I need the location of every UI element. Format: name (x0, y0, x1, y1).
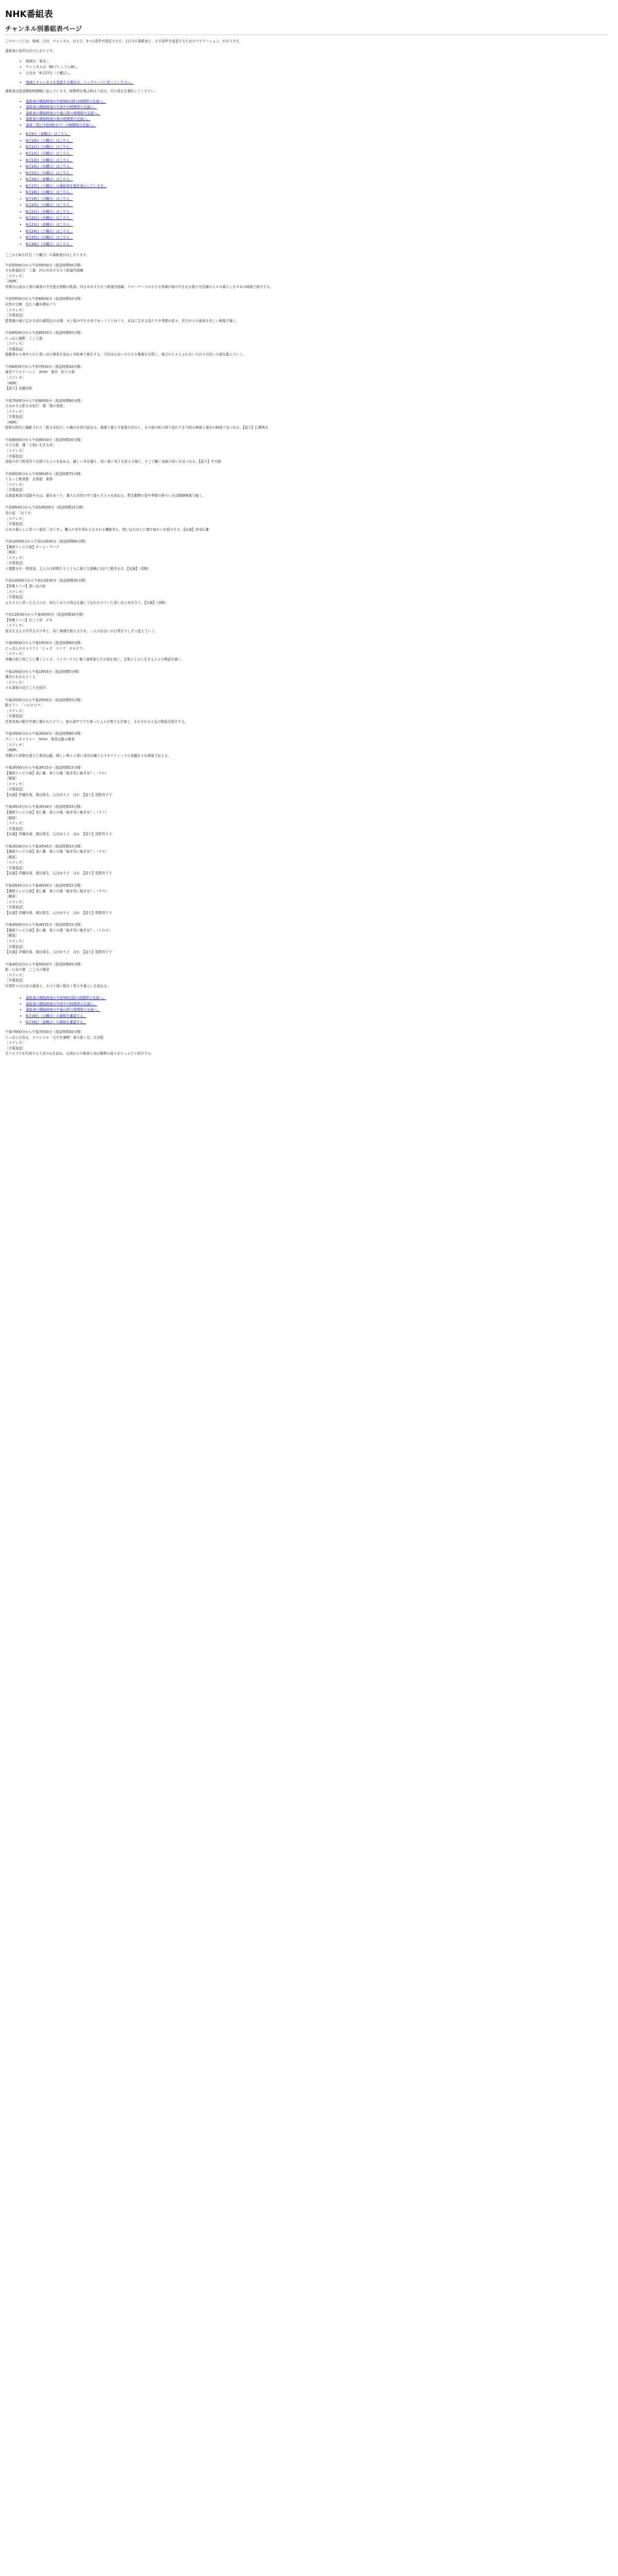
condition-date: • 日付は「6月27日（土曜日）」。 (26, 71, 613, 76)
time-link-evening[interactable]: 番組表の開始時刻の夜の時間帯の先頭へ。 (26, 117, 91, 122)
program-time: 午前8時00分から午前8時30分（放送時間30分間） (5, 437, 84, 442)
conditions-label: 番組表の条件は次のとおりです。 (5, 49, 56, 54)
program-time: 午前8時30分から午前9時45分（放送時間75分間） (5, 471, 84, 476)
program-tag: ［HDR］ (5, 420, 20, 425)
program-title: 【特集ドラマ】思い出の町 (5, 584, 46, 588)
program-tag: ［ステレオ］ (5, 708, 26, 713)
program-entry (5, 641, 613, 662)
program-tag: ［字幕放送］ (5, 488, 26, 493)
program-time: 午後1時00分から午後1時05分（放送時間5分間） (5, 669, 82, 674)
day-link[interactable]: 6月24日（土曜日）はこちら。 (26, 229, 73, 233)
program-description: 【出演】伊藤沙莉、岡田将生、石田ゆり子 ほか 【語り】尾野真千子 (5, 792, 112, 797)
program-entry (5, 472, 613, 499)
program-tag: ［字幕放送］ (5, 978, 26, 983)
program-tag: ［ステレオ］ (5, 482, 26, 487)
program-description: 長閑な山並みと街の風景の中を進む狭軌の鉄道、四日市あすなろう鉄道内部線。ナローゲージの小さな列車が街の中を走る様子や沿線の人々の暮らしを８Ｋの映像で紹介する。 (5, 284, 273, 289)
program-time: 午後7時00分から午後7時30分（放送時間30分間） (5, 1030, 84, 1035)
bottom-link-prev-day[interactable]: 6月16日（金曜日）の番組を確認する。 (26, 1020, 87, 1024)
program-entry (5, 365, 613, 392)
program-title: 【連続テレビ小説】虎に翼 第２０週「稼ぎ男に稼ぎ女？」（９８） (5, 850, 109, 854)
page (0, 0, 618, 1068)
change-list (5, 80, 613, 86)
program-entry (5, 766, 613, 798)
program-description: 【語り】高橋美鈴 (5, 386, 32, 391)
program-tag: ［字幕放送］ (5, 714, 26, 719)
program-title: 【連続テレビ小説】虎に翼 第２０週「稼ぎ男に稼ぎ女？」（１００） (5, 928, 112, 933)
program-time: 午後4時00分から午後4時15分（放送時間15分間） (5, 923, 84, 927)
program-time: 午前11時30分から午後0時00分（放送時間30分間） (5, 613, 86, 617)
page-intro: このページには、地域、日付、チャンネル、および、3つの条件が指定された、1日分の番組表と、その条件を変更するためのナビゲーション、があります。 (5, 39, 243, 43)
program-time: 午前5時00分から午前5時50分（放送時間50分間） (5, 263, 84, 267)
program-time: 午後3時00分から午後3時15分（放送時間15分間） (5, 766, 84, 770)
program-time: 午前10時00分から午前11時00分（放送時間60分間） (5, 539, 88, 544)
program-title: 週刊４Ｋみるさくら (5, 675, 36, 680)
time-nav-label: 番組表は放送開始時間順に並んでいます。時間帯を選ぶ時は下記は、次の項目を選択してください。 (5, 89, 158, 94)
program-entry (5, 962, 613, 989)
program-entry (5, 331, 613, 358)
program-tag: ［HDR］ (5, 279, 20, 284)
program-tag: ［字幕放送］ (5, 522, 26, 527)
program-tag: ［ステレオ］ (5, 939, 26, 943)
program-entry (5, 670, 613, 691)
program-title: 【連続テレビ小説】チーム・ワーク (5, 545, 60, 549)
program-title: 駅ピアノ 「バルセロナ」 (5, 703, 44, 708)
program-description: 【出演】伊藤沙莉、岡田将生、石田ゆり子 ほか 【語り】尾野真千子 (5, 832, 112, 837)
program-title: 【連続テレビ小説】虎に翼 第２０週「稼ぎ男に稼ぎ女？」（９７） (5, 810, 109, 815)
program-title: よみがえる新日本紀行 選「港の家族」 (5, 404, 66, 409)
program-title: 自然の宝庫 近江八幡水郷めぐり (5, 302, 56, 307)
program-tag: ［ステレオ］ (5, 589, 26, 594)
program-tag: ［字幕放送］ (5, 595, 26, 600)
program-entry (5, 844, 613, 876)
program-tag: ［字幕放送］ (5, 313, 26, 318)
day-nav-list (5, 132, 613, 247)
program-description: 家計を支える中学生の少年と、同じ境遇を抱える少女。二人の出会いが日常を少しずつ変えていく。 (5, 629, 158, 633)
day-link[interactable]: 6月20日（火曜日）はこちら。 (26, 203, 73, 208)
program-title: 新・日本の旅 こころの風景 (5, 968, 49, 972)
program-time: 午前7時00分から午前8時00分（放送時間60分間） (5, 398, 84, 403)
day-link[interactable]: 6月13日（火曜日）はこちら。 (26, 158, 73, 162)
program-tag: ［ステレオ］ (5, 821, 26, 826)
program-tag: ［ステレオ］ (5, 973, 26, 977)
program-description: 【出演】伊藤沙莉、岡田将生、石田ゆり子 ほか 【語り】尾野真千子 (5, 871, 112, 876)
program-entry (5, 923, 613, 955)
time-link-morning[interactable]: 番組表の開始時刻の午前中の時間帯の先頭へ。 (26, 105, 97, 110)
bottom-nav-list (5, 996, 613, 1025)
program-description: 視聴者から寄せられた思い出の風景を訪ねて自転車で旅をする。今回は山あいの小さな集落を目指し、地元の人々とふれあいながら川沿いの道を進んでいく。 (5, 352, 246, 357)
day-link[interactable]: 6月15日（木曜日）はこちら。 (26, 171, 73, 175)
program-tag: ［字幕放送］ (5, 347, 26, 351)
program-time: 午後4時15分から午後5時00分（放送時間45分間） (5, 962, 84, 967)
program-tag: ［ステレオ］ (5, 342, 26, 346)
program-time: 午前11時00分から午前11時30分（放送時間30分間） (5, 579, 88, 583)
bottom-link-next-day[interactable]: 6月18日（日曜日）の番組を確認する。 (26, 1013, 87, 1018)
time-link-early[interactable]: 番組表の開始時刻の午前5時以降の時間帯の先頭へ。 (26, 99, 106, 104)
program-title: ぐるっと絶景旅 北海道 東部 (5, 477, 53, 482)
program-title: 【特集ドラマ】むこう岸 ＰＲ (5, 618, 53, 622)
program-tag: ［解説］ (5, 894, 19, 899)
day-link[interactable]: 6月10日（土曜日）はこちら。 (26, 138, 73, 143)
program-tag: ［字幕放送］ (5, 1046, 26, 1050)
program-entry (5, 1030, 613, 1057)
program-entry (5, 884, 613, 916)
program-tag: ［ステレオ］ (5, 742, 26, 747)
day-link[interactable]: 6月12日（月曜日）はこちら。 (26, 151, 73, 156)
program-tag: ［ステレオ］ (5, 860, 26, 865)
program-entry (5, 263, 613, 290)
bottom-link-early[interactable]: 番組表の開始時刻の午前5時以降の時間帯の先頭へ。 (26, 996, 106, 1001)
program-time: 午前5時50分から午前6時00分（放送時間10分間） (5, 297, 84, 301)
conditions-list (5, 59, 613, 76)
program-description: 高原の村で野菜作りを続ける人々を訪ねる。厳しい冬を越え、短い夏に実りを迎える畑と、そこで働く家族の思いを見つめる。【語り】中川緑 (5, 460, 221, 464)
program-tag: ［ステレオ］ (5, 900, 26, 904)
program-tag: ［字幕放送］ (5, 787, 26, 792)
program-title: にっぽん縦断 こころ旅 (5, 336, 43, 341)
program-description: 北アルプスを代表する人気の山を訪ね、山頂からの絶景と高山植物の花々をたっぷりと紹介する。 (5, 1052, 154, 1056)
program-entry (5, 539, 613, 571)
program-title: にっぽんのカメラアイ「ジャズ ライブ オキナワ」 (5, 646, 86, 651)
program-title: ８Ｋ鉄道紀行 三重 四日市あすなろう鉄道内部線 (5, 268, 83, 273)
bottom-link-morning[interactable]: 番組表の開始時刻の午前中の時間帯の先頭へ。 (26, 1002, 97, 1006)
program-tag: ［ステレオ］ (5, 274, 26, 278)
program-description: 北海道東部の湿原や火山、湖をめぐり、雄大な自然の中で暮らす人々を訪ねる。野生動物の姿や季節の移ろいを高精細映像で描く。 (5, 493, 205, 498)
page-title: NHK番組表 (5, 9, 53, 20)
program-description: 雪解けの季節を迎えた奥羽山脈。険しい峰々と深い渓谷が織りなすダイナミックな景観を４Ｋ映像で伝える。 (5, 753, 171, 758)
program-tag: ［字幕放送］ (5, 905, 26, 910)
program-entry (5, 297, 613, 324)
program-description: 世界各地の駅や空港に置かれたピアノ。旅の途中で立ち寄った人々が奏でる音楽と、それぞれの人生の物語を紹介する。 (5, 719, 188, 724)
day-link[interactable]: 6月25日（日曜日）はこちら。 (26, 235, 73, 240)
program-tag: ［HDR］ (5, 748, 20, 753)
program-tag: ［解説］ (5, 934, 19, 938)
program-tag: ［ステレオ］ (5, 449, 26, 453)
page-heading: チャンネル別番組表ページ (5, 24, 608, 35)
program-title: グレートネイチャー 5min 奥羽山脈の絶景 (5, 737, 75, 741)
program-description: 琵琶湖の東に広がる西の湖周辺の水郷。ヨシ原の中を小舟でゆっくりとめぐり、水辺に生きる鳥たちや季節の花々、昔ながらの風景を美しい映像で描く。 (5, 318, 239, 323)
program-description: 沖縄の街で夜ごとに響くジャズ。ライブハウスに集う演奏家たちの姿を追い、音楽とともに生きる人々の物語を描く。 (5, 657, 185, 662)
program-tag: ［字幕放送］ (5, 415, 26, 419)
program-description: 四季折々の日本の風景と、その土地に根付く祭りや暮らしを訪ねる。 (5, 984, 111, 988)
day-link[interactable]: 6月23日（金曜日）はこちら。 (26, 222, 73, 227)
time-link-late-night[interactable]: 深夜（翌日午前5時まで）の時間帯の先頭へ。 (26, 123, 96, 127)
program-tag: ［字幕放送］ (5, 561, 26, 566)
program-tag: ［ステレオ］ (5, 782, 26, 786)
condition-region: • 地域は「東京」。 (26, 59, 613, 64)
program-tag: ［字幕放送］ (5, 944, 26, 949)
day-link[interactable]: 6月14日（水曜日）はこちら。 (26, 164, 73, 169)
program-entry (5, 732, 613, 758)
program-time: 午前9時45分から午前10時00分（放送時間15分間） (5, 505, 86, 510)
day-link[interactable]: 6月9日（金曜日）はこちら。 (26, 132, 71, 137)
program-entry (5, 438, 613, 465)
program-description: 日本の暮らしに息づく道具「ほうき」。職人の手仕事から生まれる機能美と、使い込むほどに増す味わいを紹介する。【出演】草刈正雄 (5, 527, 209, 532)
program-tag: ［ステレオ］ (5, 376, 26, 380)
program-title: にっぽん百名山 スペシャル「天空を満喫！夏の燕ヶ岳」完全版 (5, 1035, 104, 1040)
condition-channel: • チャンネルは「BSプレミアム4K」。 (26, 65, 613, 70)
program-time: 午前6時00分から午前6時50分（放送時間50分間） (5, 331, 84, 335)
program-title: 奄美ワイルドハント 2min 奄美 彩りの森 (5, 370, 75, 375)
program-tag: ［ステレオ］ (5, 516, 26, 521)
program-tag: ［ステレオ］ (5, 652, 26, 656)
schedule-start-label: ここから6月17日（土曜日）の番組表がはじまります。 (5, 253, 90, 258)
program-time: 午後1時05分から午後2時00分（放送時間55分間） (5, 698, 84, 702)
program-time: 午後3時45分から午後4時00分（放送時間15分間） (5, 884, 84, 888)
program-title: 小さな旅 選「大地に生きる村」 (5, 443, 56, 448)
program-entry (5, 805, 613, 837)
program-description: ふるさとに戻った主人公が、幼なじみとの再会を通して忘れかけていた思い出と向き合う。【出演】（省略） (5, 600, 168, 605)
day-link[interactable]: 6月21日（水曜日）はこちら。 (26, 209, 73, 214)
program-tag: ［解説］ (5, 855, 19, 859)
program-tag: ［ステレオ］ (5, 555, 26, 560)
day-link[interactable]: 6月18日（日曜日）はこちら。 (26, 190, 73, 195)
program-entry (5, 613, 613, 634)
program-description: 昭和の時代に撮影された「新日本紀行」の舞台を再び訪ねる。漁港で暮らす家族の営みと、その後の町の移り変わりを当時の映像と現在の映像で見つめる。【語り】石澤典夫 (5, 426, 269, 430)
program-tag: ［解説］ (5, 776, 19, 781)
time-nav-list (5, 99, 613, 128)
program-title: 【連続テレビ小説】虎に翼 第２０週「稼ぎ男に稼ぎ女？」（９６） (5, 771, 109, 775)
program-title: 美の壺 「ほうき」 (5, 511, 35, 515)
program-tag: ［HDR］ (5, 381, 20, 385)
program-time: 午後3時15分から午後3時30分（放送時間15分間） (5, 805, 84, 809)
day-link[interactable]: 6月11日（日曜日）はこちら。 (26, 145, 73, 149)
program-description: １週間分を一挙放送。主人公は仲間たちとともに新たな挑戦に向けて動き出す。【出演】（省略） (5, 566, 151, 571)
program-tag: ［解説］ (5, 816, 19, 820)
day-link[interactable]: 6月19日（月曜日）はこちら。 (26, 196, 73, 201)
program-list (5, 263, 613, 989)
program-time: 午前6時50分から午前7時00分（放送時間10分間） (5, 364, 84, 369)
time-link-afternoon[interactable]: 番組表の開始時刻の午後以降の時間帯の先頭へ。 (26, 111, 101, 115)
program-time: 午後3時30分から午後3時45分（放送時間15分間） (5, 844, 84, 849)
program-tag: ［ステレオ］ (5, 308, 26, 312)
program-tag: ［ステレオ］ (5, 1041, 26, 1045)
program-tag: ［字幕放送］ (5, 454, 26, 459)
program-entry (5, 505, 613, 532)
day-link[interactable]: 6月16日（金曜日）はこちら。 (26, 177, 73, 182)
program-tag: ［字幕放送］ (5, 866, 26, 870)
program-entry (5, 698, 613, 725)
program-time: 午後2時00分から午後3時00分（放送時間60分間） (5, 732, 84, 736)
program-tag: ［字幕放送］ (5, 826, 26, 831)
program-description: 【出演】伊藤沙莉、岡田将生、石田ゆり子 ほか 【語り】尾野真千子 (5, 950, 112, 955)
program-tag: ［解説］ (5, 550, 19, 555)
program-tag: ［ステレオ］ (5, 623, 26, 628)
program-time: 午後0時00分から午後1時00分（放送時間60分間） (5, 641, 84, 646)
program-tag: ［ステレオ］ (5, 680, 26, 685)
day-link-current[interactable]: 6月17日（土曜日）の番組表を現在表示しています。 (26, 183, 107, 188)
program-description: ４Ｋ番組の見どころを紹介。 (5, 686, 49, 690)
bottom-link-afternoon[interactable]: 番組表の開始時刻の午後以降の時間帯の先頭へ。 (26, 1008, 101, 1012)
program-tag: ［ステレオ］ (5, 409, 26, 414)
program-description: 【出演】伊藤沙莉、岡田将生、石田ゆり子 ほか 【語り】尾野真千子 (5, 910, 112, 915)
program-entry (5, 399, 613, 431)
program-title: 【連続テレビ小説】虎に翼 第２０週「稼ぎ男に稼ぎ女？」（９９） (5, 889, 109, 893)
day-link[interactable]: 6月22日（木曜日）はこちら。 (26, 216, 73, 221)
change-region-link[interactable]: 地域とチャンネルを変更する場合は、トップページに戻ってください。 (26, 80, 134, 84)
program-entry (5, 579, 613, 605)
day-link[interactable]: 6月26日（月曜日）はこちら。 (26, 242, 73, 246)
